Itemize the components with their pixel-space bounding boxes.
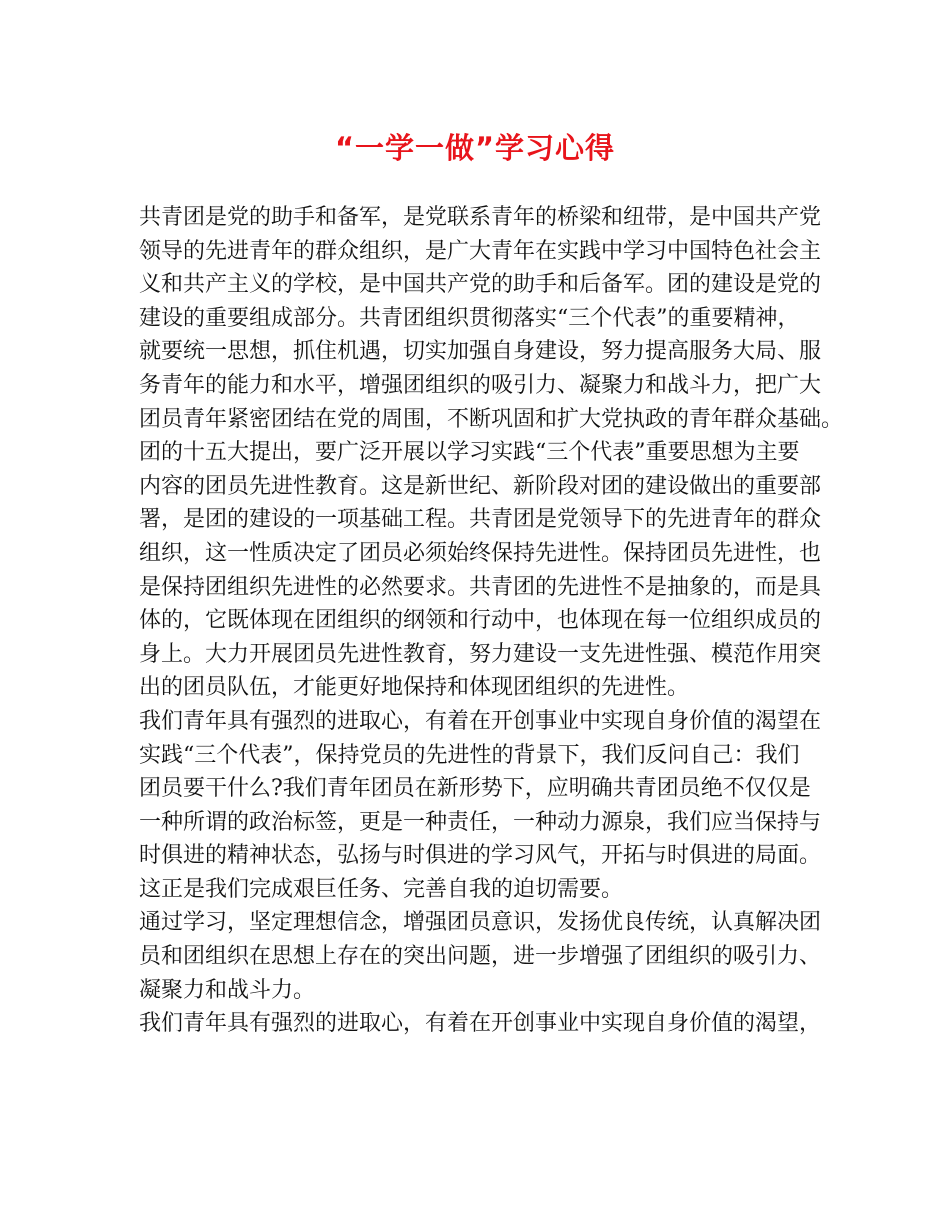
text-line: 务青年的能力和水平，增强团组织的吸引力、凝聚力和战斗力，把广大 bbox=[139, 372, 822, 398]
text-line: 领导的先进青年的群众组织，是广大青年在实践中学习中国特色社会主 bbox=[139, 238, 822, 264]
page-title: “一学一做”学习心得 bbox=[334, 131, 616, 165]
text-line: 义和共产主义的学校，是中国共产党的助手和后备军。团的建设是党的 bbox=[139, 272, 822, 298]
text-line: 内容的团员先进性教育。这是新世纪、新阶段对团的建设做出的重要部 bbox=[139, 473, 822, 499]
text-line: 建设的重要组成部分。共青团组织贯彻落实“三个代表”的重要精神， bbox=[139, 305, 800, 331]
text-line: 团的十五大提出，要广泛开展以学习实践“三个代表”重要思想为主要 bbox=[139, 440, 800, 466]
text-line: 是保持团组织先进性的必然要求。共青团的先进性不是抽象的，而是具 bbox=[139, 574, 822, 600]
text-line: 体的，它既体现在团组织的纲领和行动中，也体现在每一位组织成员的 bbox=[139, 608, 822, 634]
text-line: 通过学习，坚定理想信念，增强团员意识，发扬优良传统，认真解决团 bbox=[139, 910, 822, 936]
text-line: 团员要干什么?我们青年团员在新形势下，应明确共青团员绝不仅仅是 bbox=[139, 776, 811, 802]
text-line: 我们青年具有强烈的进取心，有着在开创事业中实现自身价值的渴望， bbox=[139, 1011, 822, 1037]
text-line: 我们青年具有强烈的进取心，有着在开创事业中实现自身价值的渴望在 bbox=[139, 708, 822, 734]
text-line: 就要统一思想，抓住机遇，切实加强自身建设，努力提高服务大局、服 bbox=[139, 339, 822, 365]
text-line: 员和团组织在思想上存在的突出问题，进一步增强了团组织的吸引力、 bbox=[139, 944, 822, 970]
text-line: 署，是团的建设的一项基础工程。共青团是党领导下的先进青年的群众 bbox=[139, 507, 822, 533]
text-line: 一种所谓的政治标签，更是一种责任，一种动力源泉，我们应当保持与 bbox=[139, 809, 822, 835]
text-line: 身上。大力开展团员先进性教育，努力建设一支先进性强、模范作用突 bbox=[139, 641, 822, 667]
text-line: 共青团是党的助手和备军，是党联系青年的桥梁和纽带，是中国共产党 bbox=[139, 205, 822, 230]
text-line: 实践“三个代表”，保持党员的先进性的背景下，我们反问自己：我们 bbox=[139, 742, 800, 768]
text-line: 时俱进的精神状态，弘扬与时俱进的学习风气，开拓与时俱进的局面。 bbox=[139, 843, 822, 869]
text-line: 出的团员队伍，才能更好地保持和体现团组织的先进性。 bbox=[139, 675, 690, 701]
body-text bbox=[139, 201, 844, 1041]
text-line: 组织，这一性质决定了团员必须始终保持先进性。保持团员先进性，也 bbox=[139, 540, 822, 566]
text-line: 这正是我们完成艰巨任务、完善自我的迫切需要。 bbox=[139, 876, 624, 902]
text-line: 凝聚力和战斗力。 bbox=[139, 977, 316, 1003]
text-line: 团员青年紧密团结在党的周围，不断巩固和扩大党执政的青年群众基础。 bbox=[139, 406, 844, 432]
